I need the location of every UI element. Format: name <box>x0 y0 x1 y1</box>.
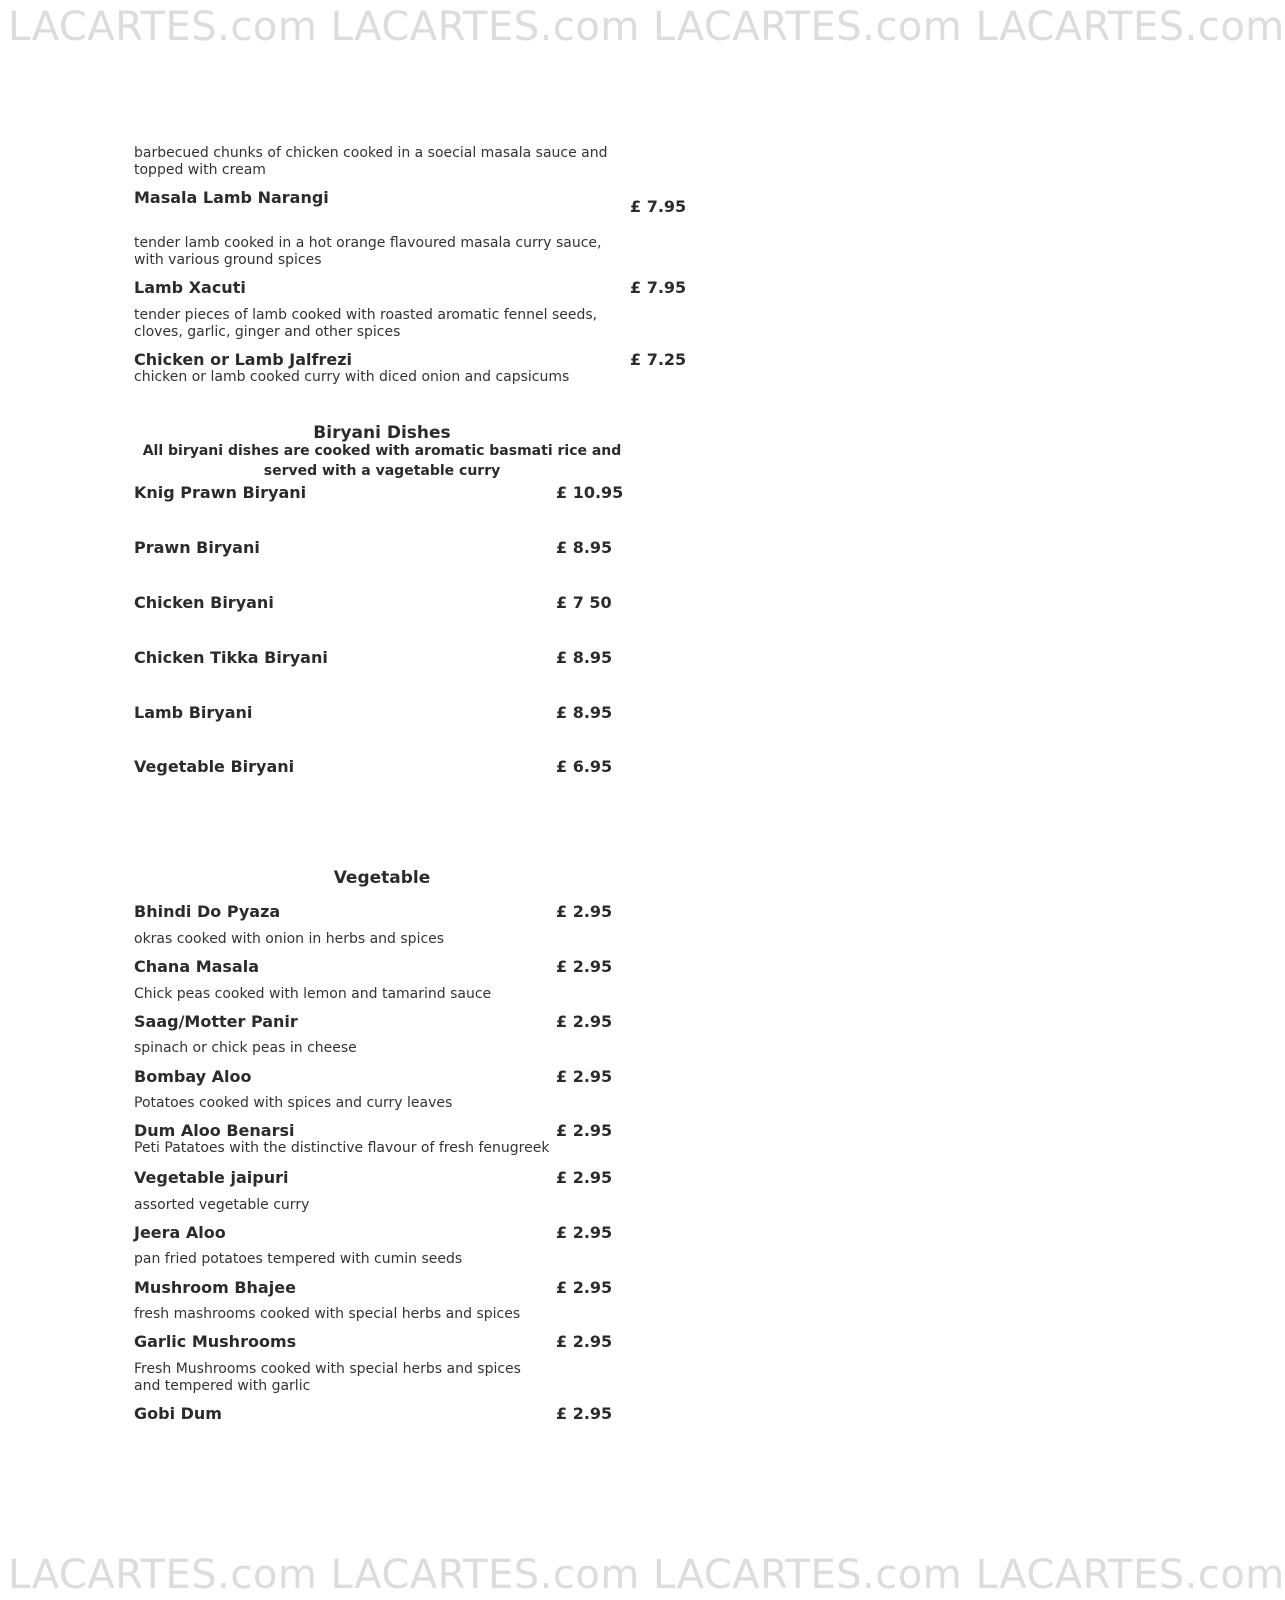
item-name: Chicken Biryani <box>134 593 274 612</box>
section-subtitle-biryani: All biryani dishes are cooked with aromatic basmati rice and served with a vagetable curry <box>142 443 622 479</box>
item-name: Lamb Biryani <box>134 703 253 722</box>
section-title-biryani: Biryani Dishes <box>313 423 451 443</box>
item-name: Vegetable Biryani <box>134 757 295 776</box>
item-price: £ 2.95 <box>556 902 613 921</box>
item-price: £ 2.95 <box>556 957 613 976</box>
item-price: £ 2.95 <box>556 1168 613 1187</box>
item-price: £ 2.95 <box>556 1278 613 1297</box>
item-price: £ 2.95 <box>556 1332 613 1351</box>
item-name: Gobi Dum <box>134 1404 222 1423</box>
item-price: £ 2.95 <box>556 1012 613 1031</box>
item-name: Saag/Motter Panir <box>134 1012 298 1031</box>
watermark-top: LACARTES.com LACARTES.com LACARTES.com LACARTES.com <box>8 4 1285 50</box>
item-description: tender pieces of lamb cooked with roasted aromatic fennel seeds, cloves, garlic, ginger and other spices <box>134 307 598 340</box>
item-description: barbecued chunks of chicken cooked in a soecial masala sauce and topped with cream <box>134 145 608 178</box>
item-name: Vegetable jaipuri <box>134 1168 289 1187</box>
item-price: £ 10.95 <box>556 483 624 502</box>
item-description: fresh mashrooms cooked with special herbs and spices <box>134 1306 521 1322</box>
item-description: Potatoes cooked with spices and curry leaves <box>134 1095 453 1111</box>
item-price: £ 2.95 <box>556 1404 613 1423</box>
item-name: Bhindi Do Pyaza <box>134 902 281 921</box>
item-price: £ 7 50 <box>556 593 612 612</box>
item-name: Chana Masala <box>134 957 260 976</box>
item-description: okras cooked with onion in herbs and spices <box>134 931 445 947</box>
item-description: pan fried potatoes tempered with cumin seeds <box>134 1251 463 1267</box>
item-name: Chicken or Lamb Jalfrezi <box>134 350 352 369</box>
item-name: Mushroom Bhajee <box>134 1278 296 1297</box>
item-description: Peti Patatoes with the distinctive flavour of fresh fenugreek <box>134 1140 550 1156</box>
item-price: £ 2.95 <box>556 1067 613 1086</box>
item-price: £ 8.95 <box>556 648 613 667</box>
section-title-vegetable: Vegetable <box>333 868 431 888</box>
item-name: Garlic Mushrooms <box>134 1332 297 1351</box>
item-price: £ 7.95 <box>630 197 687 216</box>
item-name: Bombay Aloo <box>134 1067 252 1086</box>
item-description: tender lamb cooked in a hot orange flavoured masala curry sauce, with various ground spices <box>134 235 602 268</box>
item-price: £ 6.95 <box>556 757 613 776</box>
item-price: £ 2.95 <box>556 1223 613 1242</box>
item-name: Lamb Xacuti <box>134 278 246 297</box>
item-price: £ 7.25 <box>630 350 687 369</box>
item-name: Prawn Biryani <box>134 538 260 557</box>
item-description: Fresh Mushrooms cooked with special herbs and spices and tempered with garlic <box>134 1361 521 1394</box>
item-description: assorted vegetable curry <box>134 1197 310 1213</box>
item-price: £ 8.95 <box>556 538 613 557</box>
item-description: Chick peas cooked with lemon and tamarind sauce <box>134 986 492 1002</box>
item-description: chicken or lamb cooked curry with diced onion and capsicums <box>134 369 570 385</box>
item-name: Dum Aloo Benarsi <box>134 1121 295 1140</box>
item-price: £ 7.95 <box>630 278 687 297</box>
item-name: Chicken Tikka Biryani <box>134 648 328 667</box>
item-name: Jeera Aloo <box>134 1223 226 1242</box>
watermark-bottom: LACARTES.com LACARTES.com LACARTES.com LACARTES.com <box>8 1552 1285 1598</box>
item-price: £ 2.95 <box>556 1121 613 1140</box>
item-price: £ 8.95 <box>556 703 613 722</box>
item-name: Knig Prawn Biryani <box>134 483 307 502</box>
item-description: spinach or chick peas in cheese <box>134 1040 357 1056</box>
item-name: Masala Lamb Narangi <box>134 188 329 207</box>
